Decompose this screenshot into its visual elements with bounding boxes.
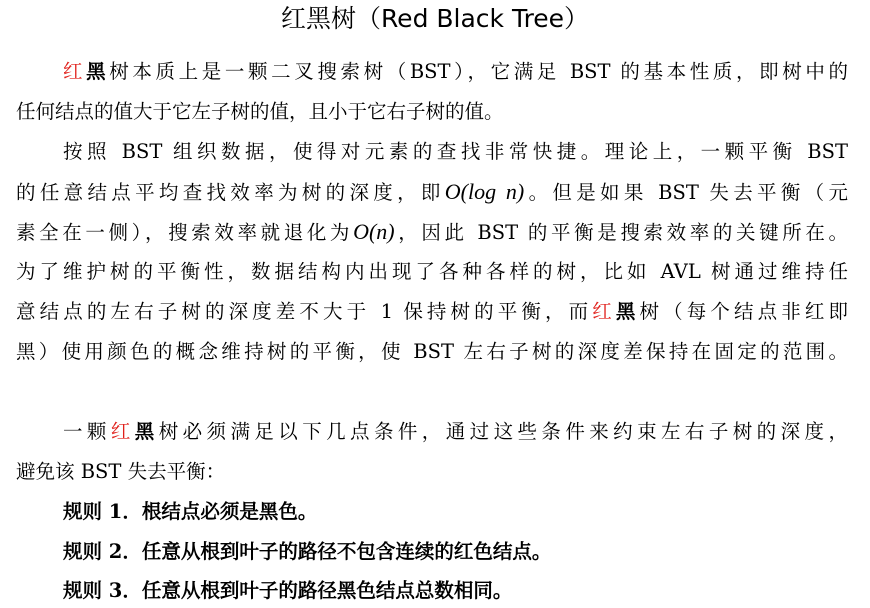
paragraph-2-line-6: 黑）使用颜色的概念维持树的平衡，使 BST 左右子树的深度差保持在固定的范围。	[16, 340, 848, 363]
paragraph-3-text: 一颗	[63, 420, 111, 443]
paragraph-3-line-1	[63, 419, 848, 445]
red-word: 红	[592, 300, 616, 323]
black-word: 黑	[134, 420, 159, 443]
paragraph-2-text: 树（每个结点非红即	[639, 300, 848, 323]
paragraph-3-line-2: 避免该 BST 失去平衡：	[16, 460, 226, 483]
red-word: 红	[63, 60, 87, 83]
paragraph-1-text: 树本质上是一颗二叉搜索树（BST），它满足 BST 的基本性质，即树中的	[109, 60, 848, 83]
paragraph-2-line-4: 为了维护树的平衡性，数据结构内出现了各种各样的树，比如 AVL 树通过维持任	[16, 260, 848, 283]
paragraph-3-text: 树必须满足以下几点条件，通过这些条件来约束左右子树的深度，	[158, 420, 848, 443]
paragraph-2-text: ，因此 BST 的平衡是搜索效率的关键所在。	[394, 221, 848, 244]
paragraph-1-line-1	[63, 59, 848, 85]
paragraph-2-text: 意结点的左右子树的深度差不大于 1 保持树的平衡，而	[16, 300, 593, 323]
page-title: 红黑树（Red Black Tree）	[280, 4, 590, 33]
red-word: 红	[110, 420, 135, 443]
paragraph-2-line-3	[16, 219, 848, 246]
rule-item: 规则 3．任意从根到叶子的路径黑色结点总数相同。	[63, 579, 513, 602]
paragraph-2-text: 的任意结点平均查找效率为树的深度，即	[16, 181, 445, 204]
paragraph-2-line-2	[16, 179, 848, 206]
rule-item: 规则 2．任意从根到叶子的路径不包含连续的红色结点。	[63, 540, 552, 563]
black-word: 黑	[615, 300, 640, 323]
math-o-log-n: O(log n)	[444, 179, 525, 204]
paragraph-1-line-2: 任何结点的值大于它左子树的值，且小于它右子树的值。	[16, 100, 504, 123]
rule-item: 规则 1．根结点必须是黑色。	[63, 500, 318, 523]
paragraph-2-line-5	[16, 299, 848, 325]
math-o-n: O(n)	[353, 219, 395, 244]
paragraph-2-line-1: 按照 BST 组织数据，使得对元素的查找非常快捷。理论上，一颗平衡 BST	[63, 140, 848, 163]
paragraph-2-text: 。但是如果 BST 失去平衡（元	[524, 181, 848, 204]
paragraph-2-text: 素全在一侧），搜索效率就退化为	[16, 221, 354, 244]
black-word: 黑	[86, 60, 110, 83]
